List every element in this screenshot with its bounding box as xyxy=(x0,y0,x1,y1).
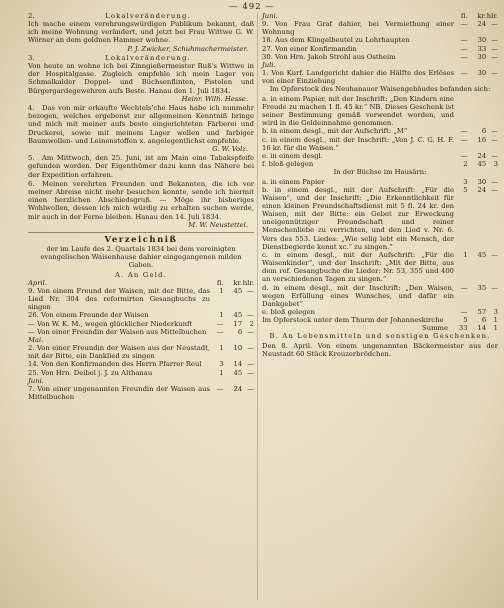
notice-number: 5. xyxy=(28,154,35,163)
april-rows xyxy=(28,287,254,336)
row-text: c. in einem desgl., mit der Inschrift: „Von J. C. G. H. F. 16 kr. für die Waisen.“ xyxy=(262,135,454,152)
amount-hlr: — xyxy=(247,384,254,393)
header-hlr: hlr. xyxy=(242,278,254,287)
amount-hlr: — xyxy=(247,344,254,353)
row-amount xyxy=(210,369,254,377)
notice-signature: P. J. Zwicker, Schuhmachermeister. xyxy=(127,44,248,53)
juli-row xyxy=(262,69,498,85)
amount-hlr: — xyxy=(247,286,254,295)
notice-signature: G. W. Volz. xyxy=(212,144,248,153)
amount-kr: 24 xyxy=(477,185,487,194)
amount-fl: 3 xyxy=(219,360,224,369)
table-row xyxy=(262,45,498,53)
sum-kr: 14 xyxy=(477,324,487,333)
amount-hlr: — xyxy=(491,177,498,186)
notice xyxy=(28,154,254,178)
row-text: — Von W. K. M., wegen glücklicher Niederkunft xyxy=(28,319,193,328)
notice-heading-row xyxy=(28,54,254,62)
right-column xyxy=(262,12,498,359)
amount-hlr: — xyxy=(491,135,498,144)
amount-hlr: — xyxy=(491,52,498,61)
amount-kr: 10 xyxy=(233,344,243,353)
opferstock-intro: Im Opferstock des Neuhanauer Waisengebäudes befanden sich: xyxy=(269,85,491,94)
row-text: a. in einem Papier, mit der Inschrift: „Den Kindern eine Freude zu machen 1 fl. 45 kr.“ NB. Dieses Geschenk ist seiner Bestimmung gemäß verwendet worden, und wird in die Geldeinnahme genommen. xyxy=(262,94,454,128)
header-kr-right: kr. xyxy=(477,12,487,20)
amount-hlr: 1 xyxy=(493,316,498,325)
notice-heading: Lokalveränderung. xyxy=(105,12,191,20)
amount-kr: 45 xyxy=(477,160,487,168)
header-fl: fl. xyxy=(216,278,224,287)
notice xyxy=(28,12,254,53)
row-amount xyxy=(454,308,498,316)
mai-rows xyxy=(28,344,254,377)
amount-kr: 30 xyxy=(477,177,487,186)
amount-hlr: — xyxy=(491,283,498,292)
month-juni-left: Juni. xyxy=(28,376,44,385)
amount-fl: — xyxy=(460,20,468,29)
row-amount xyxy=(454,160,498,168)
row-text: c. in einem desgl., mit der Aufschrift: „Für die Waisenkinder“, und der Inschrift: „Mit der Bitte, aus dem ref. Gesangbuche die Lieder: Nr. 53, 355 und 400 an verschiedenen Tagen zu singen.“ xyxy=(262,250,454,284)
table-row xyxy=(28,385,254,401)
table-row xyxy=(262,136,498,152)
amount-fl: — xyxy=(216,327,224,336)
notice xyxy=(28,54,254,103)
amount-kr: 30 xyxy=(477,52,487,61)
column-header-row-right xyxy=(262,12,498,20)
amount-fl: — xyxy=(460,135,468,144)
amount-fl: 2 xyxy=(463,160,468,168)
row-amount xyxy=(454,186,498,194)
list-intro: der im Laufe des 2. Quartals 1834 bei dem vereinigten evangelischen Waisenhause dahier eingegangenen milden Gaben. xyxy=(40,244,242,270)
row-amount xyxy=(454,316,498,324)
row-text: 9. Von Frau Graf dahier, bei Vermiethung einer Wohnung xyxy=(262,20,454,37)
table-row xyxy=(262,308,498,316)
row-amount xyxy=(454,20,498,28)
row-text: e. bloß gelegen xyxy=(262,308,315,316)
page-number: — 492 — xyxy=(229,2,275,12)
row-text: 7. Von einer ungenannten Freundin der Waisen aus Mittelbuchen xyxy=(28,384,210,401)
sum-hlr: 1 xyxy=(493,324,498,333)
amount-fl: 1 xyxy=(219,286,224,295)
juni-rows-left xyxy=(28,385,254,401)
last-entry: Den 8. April. Von einem ungenannten Bäckermeister aus der Neustadt 60 Stück Kreuzerbrödchen. xyxy=(262,341,498,358)
amount-kr: 45 xyxy=(233,368,243,377)
header-fl-right: fl. xyxy=(460,12,468,20)
row-amount xyxy=(210,360,254,368)
amount-kr: 45 xyxy=(477,250,487,259)
notice xyxy=(28,104,254,153)
notice-signature: Heinr. Wilh. Hesse. xyxy=(181,94,248,103)
amount-hlr: — xyxy=(491,44,498,53)
amount-kr: 6 xyxy=(481,316,487,325)
left-column xyxy=(28,12,254,401)
notice-number: 6. xyxy=(28,179,35,188)
amount-kr: 16 xyxy=(477,135,487,144)
amount-fl: 1 xyxy=(219,344,224,353)
row-amount xyxy=(454,178,498,186)
section-b-heading: B. An Lebensmitteln und sonstigen Geschenken. xyxy=(269,332,491,341)
notice-number: 4. xyxy=(28,104,35,113)
table-row xyxy=(262,20,498,36)
table-row xyxy=(28,328,254,336)
amount-fl: 1 xyxy=(219,311,224,320)
amount-kr: 24 xyxy=(477,20,487,29)
amount-fl: — xyxy=(460,44,468,53)
row-text: b. in einem desgl., mit der Aufschrift: „Für die Waisen“, und der Inschrift: „Die Erkenntlichkeit für einen kleinen Freundschaftsdienst mit 5 fl. 24 kr. den Waisen, mit der Bitte: ein Gebet zur Erweckung uneigennütziger Freundschaft und reiner Menschenliebe zu verrichten, und den Lied v. Nr. 6. Vers des 553. Liedes: „Wie selig lebt ein Mensch, der Dienstbegierde kennt xc.“ zu singen.“ xyxy=(262,185,454,251)
amount-hlr: — xyxy=(491,20,498,29)
row-amount xyxy=(210,311,254,319)
amount-kr: 30 xyxy=(477,36,487,45)
table-row xyxy=(262,36,498,44)
row-amount xyxy=(454,136,498,144)
sum-label: Summe xyxy=(422,324,448,333)
notice-number: 2. xyxy=(28,12,35,20)
sum-row xyxy=(262,324,498,332)
amount-hlr: 2 xyxy=(249,319,254,328)
table-row xyxy=(28,287,254,311)
notice-text: Meinen verehrten Freunden und Bekannten, die ich vor meiner Abreise nicht mehr besuchen konnte, sende ich hiermit einen herzlichen Abschiedsgruß. — Möge ihr bisheriges Wohlwollen, dessen ich mich würdig zu erhalten suchen werde, mir auch in der Ferne bleiben. Hanau den 14. Juli 1834. xyxy=(28,179,254,221)
amount-kr: 17 xyxy=(233,319,243,328)
notice-body: Ich mache einem verehrungswürdigen Publikum bekannt, daß ich meine Wohnung verändert, und jetzt bei Frau Wittwe G. W. Wörner an dem goldnen Hammer wohne. xyxy=(28,20,254,45)
notices-list xyxy=(28,12,254,229)
table-row xyxy=(28,344,254,360)
table-row xyxy=(28,311,254,319)
amount-kr: 24 xyxy=(477,151,487,160)
row-text: a. in einem Papier xyxy=(262,177,325,186)
column-separator xyxy=(257,14,258,600)
table-row xyxy=(262,186,498,251)
buechse-intro: In der Büchse im Hausärn: xyxy=(333,168,427,177)
amount-kr: 6 xyxy=(481,127,487,136)
amount-hlr: — xyxy=(247,360,254,369)
row-amount xyxy=(454,45,498,53)
row-text: f. bloß gelegen xyxy=(262,160,314,168)
amount-fl: — xyxy=(460,308,468,316)
row-text: 1. Von Kurf. Landgericht dahier die Hälfte des Erlöses von einer Einziehung xyxy=(262,69,454,86)
amount-fl: 5 xyxy=(463,185,468,194)
table-row xyxy=(28,320,254,328)
sum-fl: 33 xyxy=(458,324,468,333)
table-row xyxy=(262,127,498,135)
row-amount xyxy=(210,344,254,352)
notice-body xyxy=(28,154,254,178)
notice-number: 3. xyxy=(28,53,35,62)
amount-kr: 30 xyxy=(477,69,487,78)
row-text: d. in einem desgl., mit der Inschrift: „Den Waisen, wegen Erfüllung eines Wunsches, und dafür ein Dankgebet“ xyxy=(262,283,454,308)
notice-body xyxy=(28,104,254,145)
header-kr: kr. xyxy=(233,278,243,287)
amount-fl: — xyxy=(460,283,468,292)
table-row xyxy=(262,95,498,128)
amount-fl: 5 xyxy=(463,316,468,325)
row-text: 27. Von einer Konfirmandin xyxy=(262,44,357,53)
amount-fl: 3 xyxy=(463,177,468,186)
juni-rows-right xyxy=(262,20,498,61)
notice-text: Das von mir erkaufte Wechtels'che Haus habe ich nunmehr bezogen, welches ergebenst zur allgemeinen Kenntniß bringe und mich mit meiner aufs beste eingerichteten Färberei und Druckerei, sowie mit meinem Lager wollen und farbiger Baumwollen- und Leinenstoffen x. angelegentlichst empfehle. xyxy=(28,104,254,145)
amount-kr: 14 xyxy=(233,360,243,369)
row-amount xyxy=(454,69,498,77)
row-amount xyxy=(454,53,498,61)
notice-text: Am Mittwoch, den 25. Juni, ist am Main eine Tabakspfeife gefunden worden. Der Eigenthümer dazu kann das Nähere bei der Expedition erfahren. xyxy=(28,154,254,179)
row-text: 2. Von einer Freundin der Waisen aus der Neustadt, mit der Bitte, ein Danklied zu singen xyxy=(28,344,210,361)
row-text: 25. Von Hrn. Deibel j. J. zu Althanau xyxy=(28,368,153,377)
amount-fl: 1 xyxy=(219,368,224,377)
amount-hlr: — xyxy=(491,250,498,259)
row-amount xyxy=(210,320,254,328)
month-april: April. xyxy=(28,278,48,287)
amount-kr: 45 xyxy=(233,311,243,320)
amount-fl: — xyxy=(460,69,468,78)
table-row xyxy=(262,69,498,85)
amount-fl: — xyxy=(216,384,224,393)
amount-hlr: — xyxy=(247,368,254,377)
row-amount xyxy=(454,152,498,160)
row-amount xyxy=(210,328,254,336)
amount-kr: 24 xyxy=(233,384,243,393)
row-amount xyxy=(454,36,498,44)
row-text: 9. Von einem Freund der Waisen, mit der Bitte, das Lied Nr. 304 des reformirten Gesangbuchs zu singen xyxy=(28,286,210,312)
amount-hlr: — xyxy=(491,36,498,45)
table-row xyxy=(28,360,254,368)
notice-heading: Lokalveränderung. xyxy=(105,53,191,62)
amount-hlr: — xyxy=(491,185,498,194)
row-text: 14. Von den Konfirmanden des Herrn Pfarrer Reul xyxy=(28,360,202,369)
header-hlr-right: hlr. xyxy=(486,12,498,20)
amount-fl: — xyxy=(460,36,468,45)
table-row xyxy=(262,251,498,284)
amount-hlr: — xyxy=(491,151,498,160)
notice xyxy=(28,180,254,229)
amount-hlr: — xyxy=(491,127,498,136)
amount-kr: 45 xyxy=(233,286,243,295)
row-amount xyxy=(454,127,498,135)
notice-body xyxy=(28,180,254,221)
amount-kr: 35 xyxy=(477,283,487,292)
table-row xyxy=(262,316,498,324)
amount-hlr: — xyxy=(247,311,254,320)
table-row xyxy=(262,53,498,61)
divider xyxy=(28,232,254,233)
amount-fl: 1 xyxy=(463,250,468,259)
row-amount xyxy=(210,287,254,295)
amount-fl: — xyxy=(460,127,468,136)
amount-hlr: — xyxy=(491,69,498,78)
amount-hlr: — xyxy=(247,327,254,336)
month-mai: Mai. xyxy=(28,335,44,344)
amount-kr: 33 xyxy=(477,44,487,53)
amount-kr: 6 xyxy=(237,327,243,336)
row-text: 18. Aus dem Klingelbeutel zu Lohrhaupten xyxy=(262,36,410,45)
list-title: Verzeichniß xyxy=(104,234,178,245)
column-header-row xyxy=(28,279,254,287)
buechse-rows xyxy=(262,178,498,325)
month-juni-right: Juni. xyxy=(262,12,278,20)
amount-hlr: 3 xyxy=(493,160,498,168)
row-amount xyxy=(210,385,254,393)
table-row xyxy=(262,284,498,308)
opferstock-rows xyxy=(262,95,498,168)
row-amount xyxy=(454,284,498,292)
row-text: b. in einem desgl., mit der Aufschrift: „M“ xyxy=(262,127,408,136)
row-text: 30. Von Hrn. Jakob Strohl aus Ostheim xyxy=(262,52,396,61)
notice-body: Von heute an wohne ich bei Zinngießermeister Ruß's Wittwe in der Hospitalgasse. Zugleich empfehle ich mein Lager von Schmalkalder Doppel- und Büchsenflinten, Pistolen und Bürgergardegewehren aufs Beste. Hanau den 1. Juli 1834. xyxy=(28,62,254,95)
amount-fl: — xyxy=(460,52,468,61)
table-row xyxy=(262,152,498,160)
amount-fl: — xyxy=(460,151,468,160)
table-row xyxy=(262,160,498,168)
row-text: 26. Von einem Freunde der Waisen xyxy=(28,311,149,320)
amount-hlr: 3 xyxy=(493,308,498,316)
amount-kr: 57 xyxy=(477,308,487,316)
table-row xyxy=(262,178,498,186)
month-juli: Juli. xyxy=(262,60,276,69)
section-a-heading: A. An Geld. xyxy=(114,270,167,279)
amount-fl: — xyxy=(216,319,224,328)
row-amount xyxy=(454,251,498,259)
notice-heading-row xyxy=(28,12,254,20)
row-text: Im Opferstock unter dem Thurm der Johanneskirche xyxy=(262,316,444,325)
row-text: e. in einem desgl. xyxy=(262,151,323,160)
notice-signature: M. W. Neustettel. xyxy=(188,220,248,229)
table-row xyxy=(28,369,254,377)
row-text: — Von einer Freundin der Waisen aus Mittelbuchen xyxy=(28,327,207,336)
